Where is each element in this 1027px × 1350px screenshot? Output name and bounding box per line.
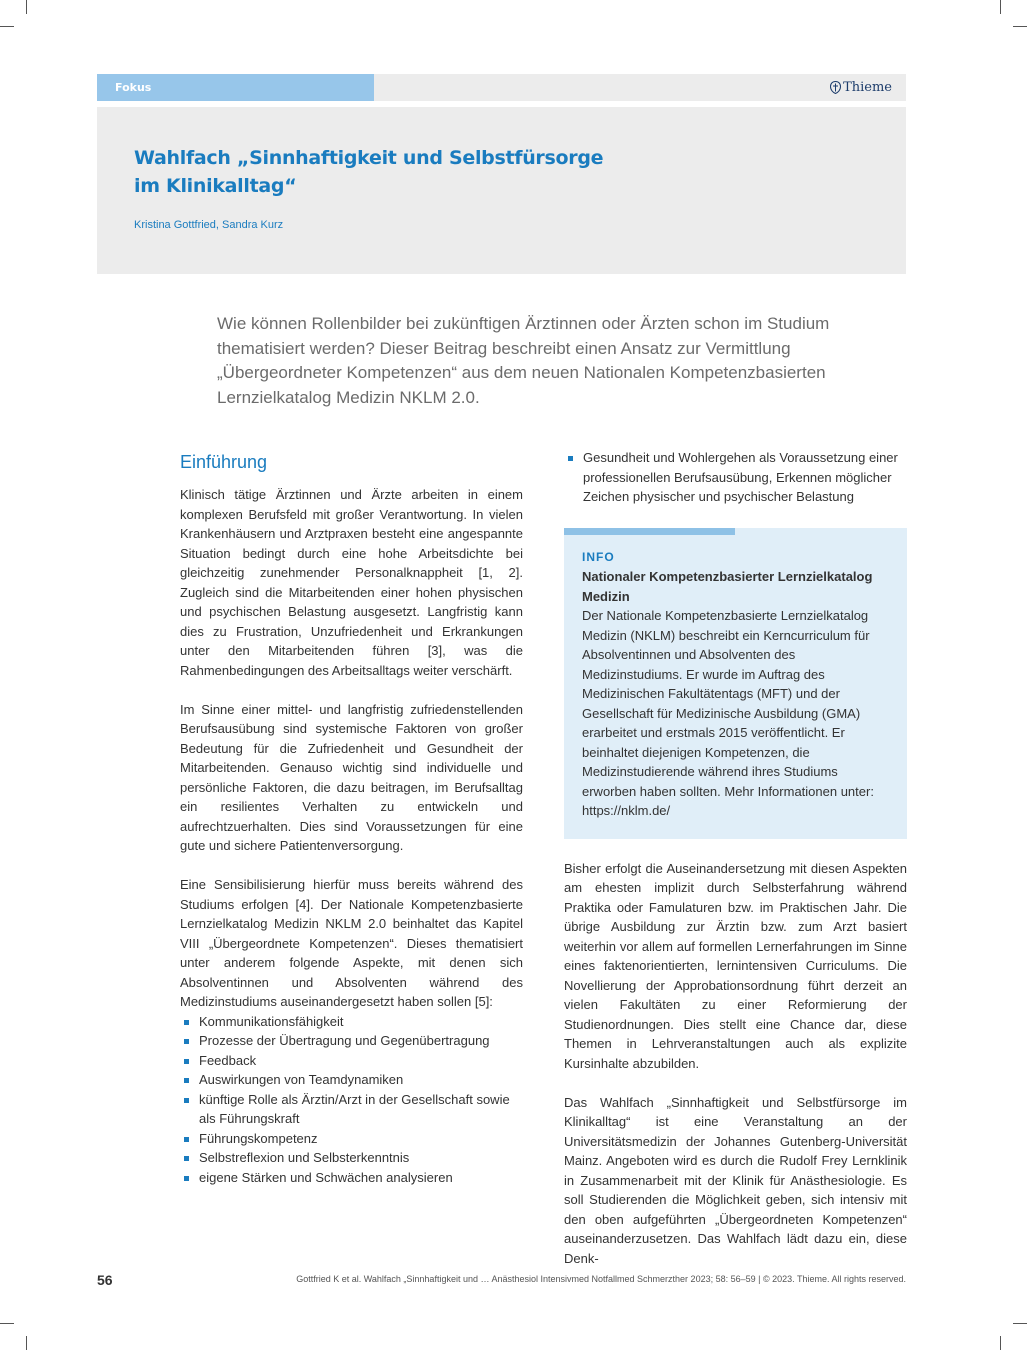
- list-item-text: Kommunikationsfähigkeit: [199, 1013, 344, 1029]
- list-item: [180, 1168, 523, 1188]
- info-accent-bar: [564, 528, 735, 535]
- bullet-icon: [184, 1020, 189, 1025]
- bullet-icon: [184, 1156, 189, 1161]
- brand-name: Thieme: [843, 79, 892, 95]
- list-item-text: Auswirkungen von Teamdynamiken: [199, 1072, 404, 1087]
- info-title: Nationaler Kompetenzbasierter Lernzielkatalog Medizin: [582, 569, 873, 604]
- body-paragraph: Eine Sensibilisierung hierfür muss bereits während des Studiums erfolgen [4]. Der Nationale Kompetenzbasierte Lernzielkatalog Medizin NKLM 2.0 beinhaltet das Kapitel VIII „Übergeordnete Kompetenzen“. Dieses thematisiert unter anderem folgende Aspekte, mit denen sich Absolventinnen und Absolventen während des Medizinstudiums auseinandergesetzt haben sollen [5]:: [180, 877, 523, 1009]
- list-item: [180, 1090, 523, 1129]
- list-item-text: Gesundheit und Wohlergehen als Voraussetzung einer professionellen Berufsausübung, Erkennen möglicher Zeichen physischer und psychischer Belastung: [583, 450, 898, 504]
- section-label: Fokus: [97, 74, 374, 101]
- list-item-text: eigene Stärken und Schwächen analysieren: [199, 1169, 453, 1185]
- bullet-icon: [184, 1098, 189, 1103]
- crop-mark: [26, 1336, 27, 1350]
- thieme-crest-icon: [830, 81, 841, 94]
- left-column: [180, 448, 523, 1187]
- abstract: Wie können Rollenbilder bei zukünftigen Ärztinnen oder Ärzten schon im Studium thematisiert werden? Dieser Beitrag beschreibt einen Ansatz zur Vermittlung „Übergeordneter Kompetenzen“ aus dem neuen Nationalen Kompetenzbasierten Lernzielkatalog Medizin NKLM 2.0.: [217, 314, 830, 407]
- list-item-text: Führungskompetenz: [199, 1130, 318, 1146]
- list-item-text: künftige Rolle als Ärztin/Arzt in der Gesellschaft sowie als Führungskraft: [199, 1091, 510, 1126]
- list-item: [180, 1012, 523, 1032]
- body-paragraph: Klinisch tätige Ärztinnen und Ärzte arbeiten in einem komplexen Berufsfeld mit großer Verantwortung. In vielen Krankenhäusern und Arztpraxen besteht eine angespannte Situation bedingt durch eine hohe Arbeitsdichte bei gleichzeitig zunehmender Personalknappheit [1, 2]. Zugleich sind die Mitarbeitenden einer hohen physischen und psychischen Belastung ausgesetzt. Langfristig kann dies zu Frustration, Unzufriedenheit und Erkrankungen unter den Mitarbeitenden führen [3], was die Rahmenbedingungen des Arbeitsalltags weiter verschärft.: [180, 487, 523, 678]
- authors: Kristina Gottfried, Sandra Kurz: [134, 219, 284, 231]
- body-paragraph: Im Sinne einer mittel- und langfristig zufriedenstellenden Berufsausübung sind systemische Faktoren von großer Bedeutung für die Zufriedenheit und Gesundheit der Mitarbeitenden. Genauso wichtig sind individuelle und persönliche Faktoren, die dazu beitragen, im Berufsalltag ein resilientes Verhalten zu entwickeln und aufrechtzuerhalten. Dies sind Voraussetzungen für eine gute und sichere Patientenversorgung.: [180, 701, 523, 853]
- competence-list: [180, 1012, 523, 1188]
- article-title: [134, 144, 694, 200]
- bullet-icon: [184, 1078, 189, 1083]
- right-column: [564, 448, 907, 1288]
- crop-mark: [1013, 1323, 1027, 1324]
- list-item-text: Prozesse der Übertragung und Gegenübertragung: [199, 1033, 490, 1048]
- list-item: [180, 1129, 523, 1149]
- article-header: [97, 107, 906, 274]
- list-item: [180, 1148, 523, 1168]
- list-item: [564, 448, 907, 507]
- list-item: [180, 1031, 523, 1051]
- bullet-icon: [184, 1176, 189, 1181]
- competence-list-continued: [564, 448, 907, 507]
- list-item: [180, 1070, 523, 1090]
- page-number: 56: [97, 1272, 113, 1288]
- bullet-icon: [184, 1039, 189, 1044]
- crop-mark: [1013, 26, 1027, 27]
- crop-mark: [1000, 0, 1001, 14]
- list-item-text: Feedback: [199, 1052, 257, 1068]
- bullet-icon: [184, 1137, 189, 1142]
- top-bar: [97, 74, 906, 101]
- citation-footer: Gottfried K et al. Wahlfach „Sinnhaftigkeit und … Anästhesiol Intensivmed Notfallmed Schmerzther 2023; 58: 56–59 | © 2023. Thieme. All rights reserved.: [296, 1274, 906, 1284]
- crop-mark: [0, 26, 14, 27]
- crop-mark: [26, 0, 27, 14]
- title-line: Wahlfach „Sinnhaftigkeit und Selbstfürsorge: [134, 147, 604, 169]
- bullet-icon: [568, 456, 573, 461]
- list-item: [180, 1051, 523, 1071]
- info-box: [564, 528, 907, 839]
- bullet-icon: [184, 1059, 189, 1064]
- info-label: INFO: [582, 549, 615, 564]
- body-paragraph: Bisher erfolgt die Auseinandersetzung mit diesen Aspekten am ehesten implizit durch Selbsterfahrung während Praktika oder Famulaturen bzw. im Praktischen Jahr. Die übrige Ausbildung zur Ärztin bzw. zum Arzt basiert weiterhin vor allem auf formellen Lernerfahrungen im Sinne eines faktenorientierten, lernintensiven Curriculums. Die Novellierung der Approbationsordnung führt derzeit an vielen Fakultäten zu einer Reformierung der Studienordnungen. Dies stellt eine Chance dar, diese Themen in Lehrveranstaltungen auch als explizite Kursinhalte abzubilden.: [564, 860, 907, 1071]
- info-text: Der Nationale Kompetenzbasierte Lernzielkatalog Medizin (NKLM) beschreibt ein Kerncurriculum für Absolventinnen und Absolventen des Medizinstudiums. Er wurde im Auftrag des Medizinischen Fakultätentags (MFT) und der Gesellschaft für Medizinische Ausbildung (GMA) erarbeitet und erstmals 2015 veröffentlicht. Er beinhaltet diejenigen Kompetenzen, die Medizinstudierende während ihres Studiums erworben haben sollten. Mehr Informationen unter: https://nklm.de/: [582, 608, 874, 818]
- list-item-text: Selbstreflexion und Selbsterkenntnis: [199, 1150, 410, 1165]
- crop-mark: [0, 1323, 14, 1324]
- section-heading: Einführung: [180, 452, 268, 472]
- title-line: im Klinikalltag“: [134, 175, 297, 197]
- publisher-brand: [830, 74, 892, 101]
- crop-mark: [1000, 1336, 1001, 1350]
- body-paragraph: Das Wahlfach „Sinnhaftigkeit und Selbstfürsorge im Klinikalltag“ ist eine Veranstaltung an der Universitätsmedizin der Johannes Gutenberg-Universität Mainz. Angeboten wird es durch die Rudolf Frey Lernklinik in Zusammenarbeit mit der Klinik für Anästhesiologie. Es soll Studierenden die Möglichkeit geben, sich intensiv mit den oben aufgeführten „Übergeordneten Kompetenzen“ auseinanderzusetzen. Das Wahlfach lädt dazu ein, diese Denk-: [564, 1094, 907, 1266]
